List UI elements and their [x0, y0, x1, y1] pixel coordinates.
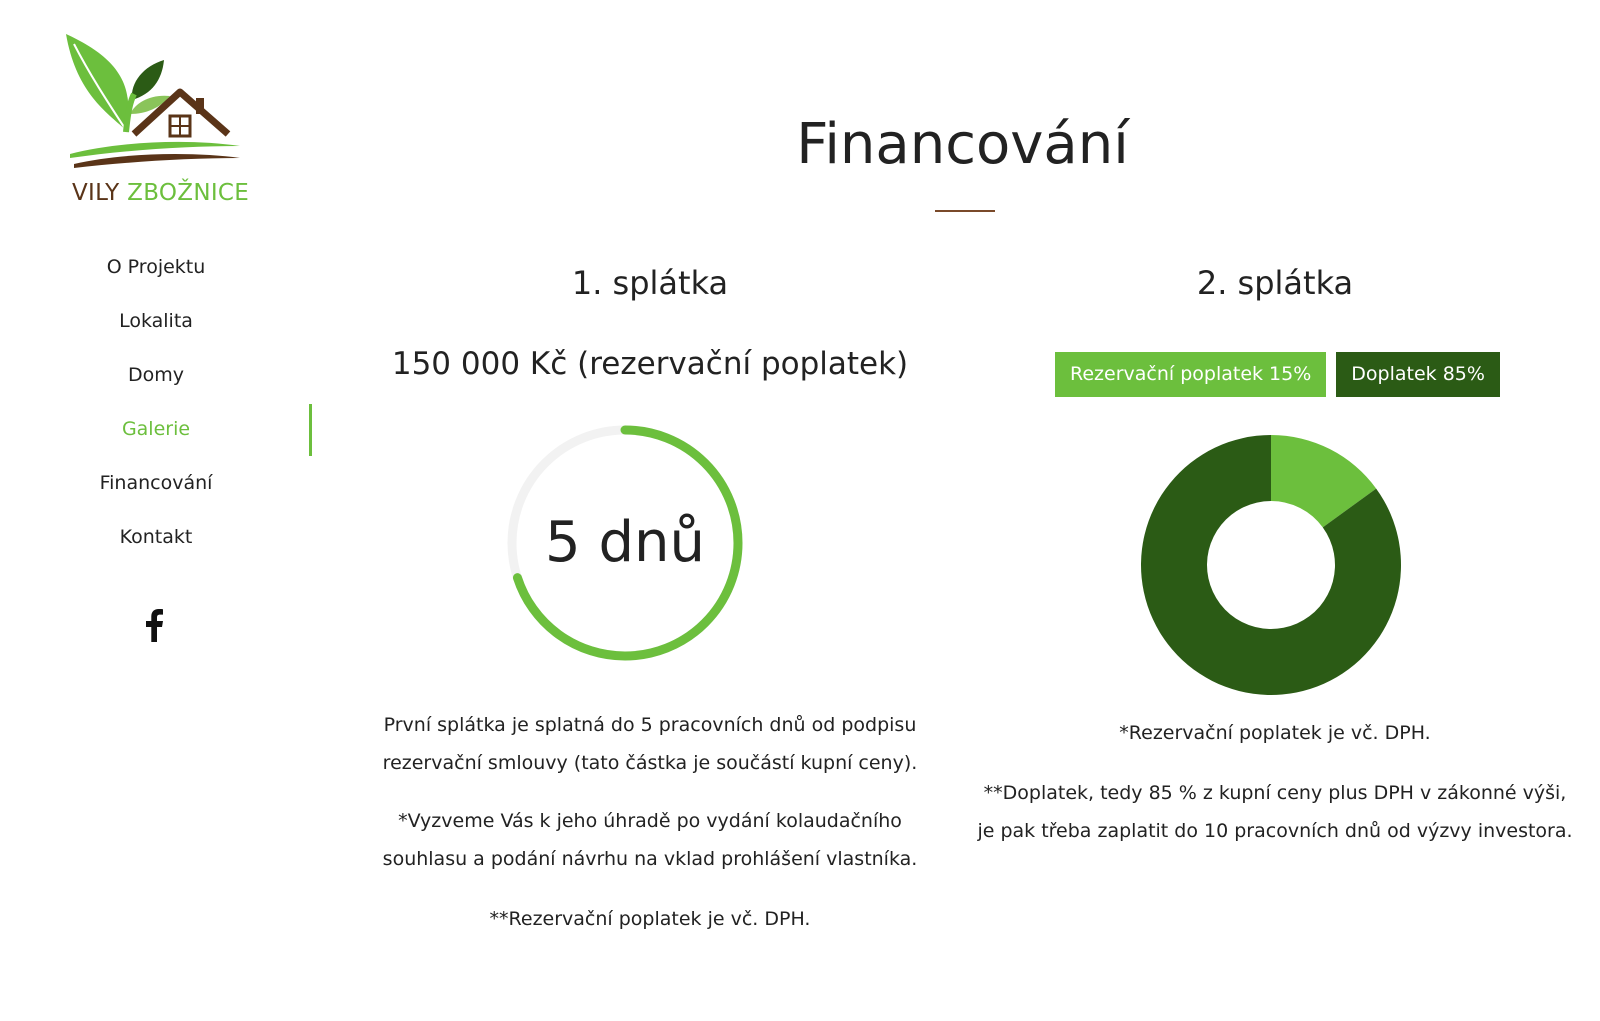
main-content [350, 0, 1600, 1021]
nav-item-o-projektu[interactable]: O Projektu [106, 256, 206, 278]
title-divider [935, 210, 995, 212]
sidebar [0, 0, 320, 1021]
installment-1-text-1-line-1: První splátka je splatná do 5 pracovních dnů od podpisu [383, 714, 917, 736]
logo-word-zboznice: ZBOŽNICE [127, 180, 250, 206]
nav-item-financovani[interactable]: Financování [99, 472, 213, 494]
installment-1-heading: 1. splátka [571, 264, 729, 302]
installment-1-text-2 [350, 802, 950, 878]
legend-reservation-fee[interactable]: Rezervační poplatek 15% [1055, 352, 1326, 397]
installment-1-text-3: **Rezervační poplatek je vč. DPH. [489, 908, 811, 930]
main-nav [0, 240, 320, 564]
installment-2-text-2 [970, 774, 1580, 850]
installment-1-text-1-line-2: rezervační smlouvy (tato částka je součástí kupní ceny). [382, 752, 918, 774]
installment-2-text-1: *Rezervační poplatek je vč. DPH. [1119, 722, 1431, 744]
logo-text [72, 180, 249, 206]
payment-donut-chart [1138, 432, 1404, 698]
page-title: Financování [796, 112, 1129, 177]
logo-word-vily: VILY [72, 180, 120, 206]
installment-2-heading: 2. splátka [1196, 264, 1354, 302]
nav-item-galerie[interactable]: Galerie [0, 402, 312, 456]
facebook-icon[interactable] [144, 608, 164, 642]
nav-item-kontakt[interactable]: Kontakt [119, 526, 193, 548]
legend-balance[interactable]: Doplatek 85% [1336, 352, 1500, 397]
chart-legend [1055, 352, 1500, 397]
installment-2-text-2-line-1: **Doplatek, tedy 85 % z kupní ceny plus DPH v zákonné výši, [983, 782, 1567, 804]
installment-1-text-2-line-2: souhlasu a podání návrhu na vklad prohlášení vlastníka. [382, 848, 918, 870]
installment-1-text-2-line-1: *Vyzveme Vás k jeho úhradě po vydání kolaudačního [398, 810, 902, 832]
installment-1-amount: 150 000 Kč (rezervační poplatek) [391, 346, 909, 382]
logo[interactable] [66, 32, 250, 212]
installment-1-text-1 [350, 706, 950, 782]
installment-2-text-2-line-2: je pak třeba zaplatit do 10 pracovních dnů od výzvy investora. [977, 820, 1573, 842]
nav-item-lokalita[interactable]: Lokalita [119, 310, 193, 332]
progress-ring-label: 5 dnů [545, 510, 705, 575]
logo-house-plant-icon [66, 32, 246, 172]
nav-item-domy[interactable]: Domy [127, 364, 184, 386]
